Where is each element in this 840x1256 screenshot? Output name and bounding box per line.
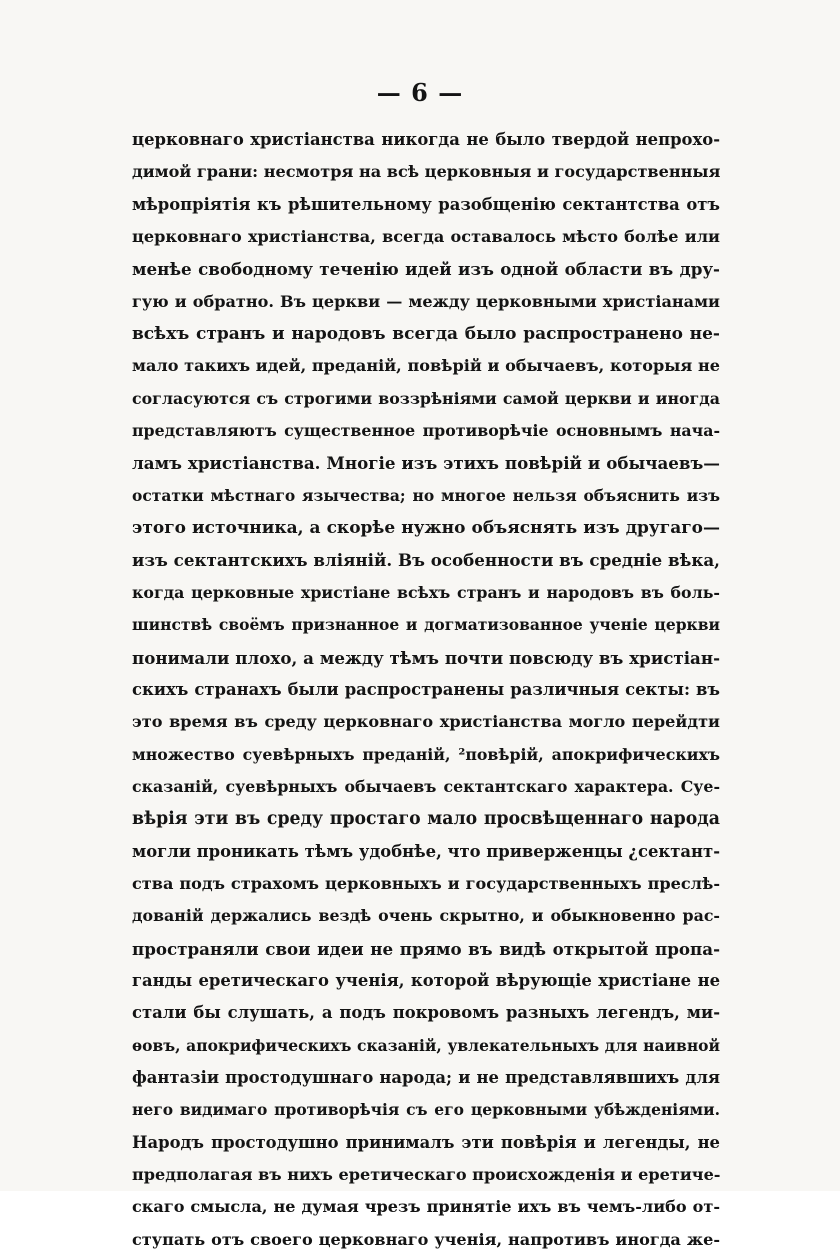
text-line: ства подъ страхомъ церковныхъ и государственныхъ преслѣ-: [132, 873, 720, 893]
text-line: когда церковные христіане всѣхъ странъ и народовъ въ боль-: [132, 582, 720, 602]
text-line: пространяли свои идеи не прямо въ видѣ открытой пропа-: [132, 938, 720, 959]
text-line: скаго смысла, не думая чрезъ принятіе ихъ въ чемъ-либо от-: [132, 1197, 720, 1217]
text-line: мѣропріятія къ рѣшительному разобщенію сектантства отъ: [132, 194, 720, 214]
text-line: этого источника, а скорѣе нужно объяснять изъ другаго—: [132, 518, 720, 539]
text-line: всѣхъ странъ и народовъ всегда было распространено не-: [132, 324, 720, 345]
text-line: понимали плохо, а между тѣмъ почти повсюду въ христіан-: [132, 647, 720, 668]
text-line: множество суевѣрныхъ преданій, ²повѣрій, апокрифическихъ: [132, 744, 720, 764]
text-line: предполагая въ нихъ еретическаго происхожденія и еретиче-: [132, 1165, 720, 1184]
text-line: мало такихъ идей, преданій, повѣрій и обычаевъ, которыя не: [132, 356, 720, 376]
text-line: шинствѣ своёмъ признанное и догматизованное ученіе церкви: [132, 615, 720, 635]
text-line: вѣрія эти въ среду простаго мало просвѣщеннаго народа: [132, 809, 720, 830]
text-line: ганды еретическаго ученія, которой вѣрующіе христіане не: [132, 970, 720, 990]
text-line: менѣе свободному теченію идей изъ одной области въ дру-: [132, 259, 720, 280]
text-line: Народъ простодушно принималъ эти повѣрія и легенды, не: [132, 1132, 720, 1152]
text-line: ламъ христіанства. Многіе изъ этихъ повѣрій и обычаевъ—: [132, 453, 720, 474]
text-line: это время въ среду церковнаго христіанства могло перейдти: [132, 712, 720, 732]
text-line: сказаній, суевѣрныхъ обычаевъ сектантскаго характера. Суе-: [132, 776, 720, 796]
text-line: представляютъ существенное противорѣчіе основнымъ нача-: [132, 421, 720, 441]
text-line: могли проникать тѣмъ удобнѣе, что приверженцы ¿сектант-: [132, 841, 720, 861]
text-line: остатки мѣстнаго язычества; но многое нельзя объяснить изъ: [132, 485, 720, 505]
body-text: [132, 124, 720, 1256]
text-line: ѳовъ, апокрифическихъ сказаній, увлекательныхъ для наивной: [132, 1035, 720, 1055]
text-line: ступать отъ своего церковнаго ученія, напротивъ иногда же-: [132, 1229, 720, 1249]
text-line: скихъ странахъ были распространены различныя секты: въ: [132, 679, 720, 699]
text-line: димой грани: несмотря на всѣ церковныя и государственныя: [132, 162, 720, 182]
text-line: изъ сектантскихъ вліяній. Въ особенности въ средніе вѣка,: [132, 550, 720, 571]
text-line: согласуются съ строгими воззрѣніями самой церкви и иногда: [132, 388, 720, 408]
text-line: церковнаго христіанства, всегда оставалось мѣсто болѣе или: [132, 227, 720, 247]
text-line: него видимаго противорѣчія съ его церковными убѣжденіями.: [132, 1100, 720, 1120]
page-number: — 6 —: [376, 78, 464, 107]
text-line: дованій держались вездѣ очень скрытно, и обыкновенно рас-: [132, 906, 720, 926]
text-line: гую и обратно. Въ церкви — между церковными христіанами: [132, 291, 720, 311]
text-line: стали бы слушать, а подъ покровомъ разныхъ легендъ, ми-: [132, 1003, 720, 1023]
text-line: церковнаго христіанства никогда не было твердой непрохо-: [132, 130, 720, 149]
text-line: фантазіи простодушнаго народа; и не представлявшихъ для: [132, 1067, 720, 1087]
